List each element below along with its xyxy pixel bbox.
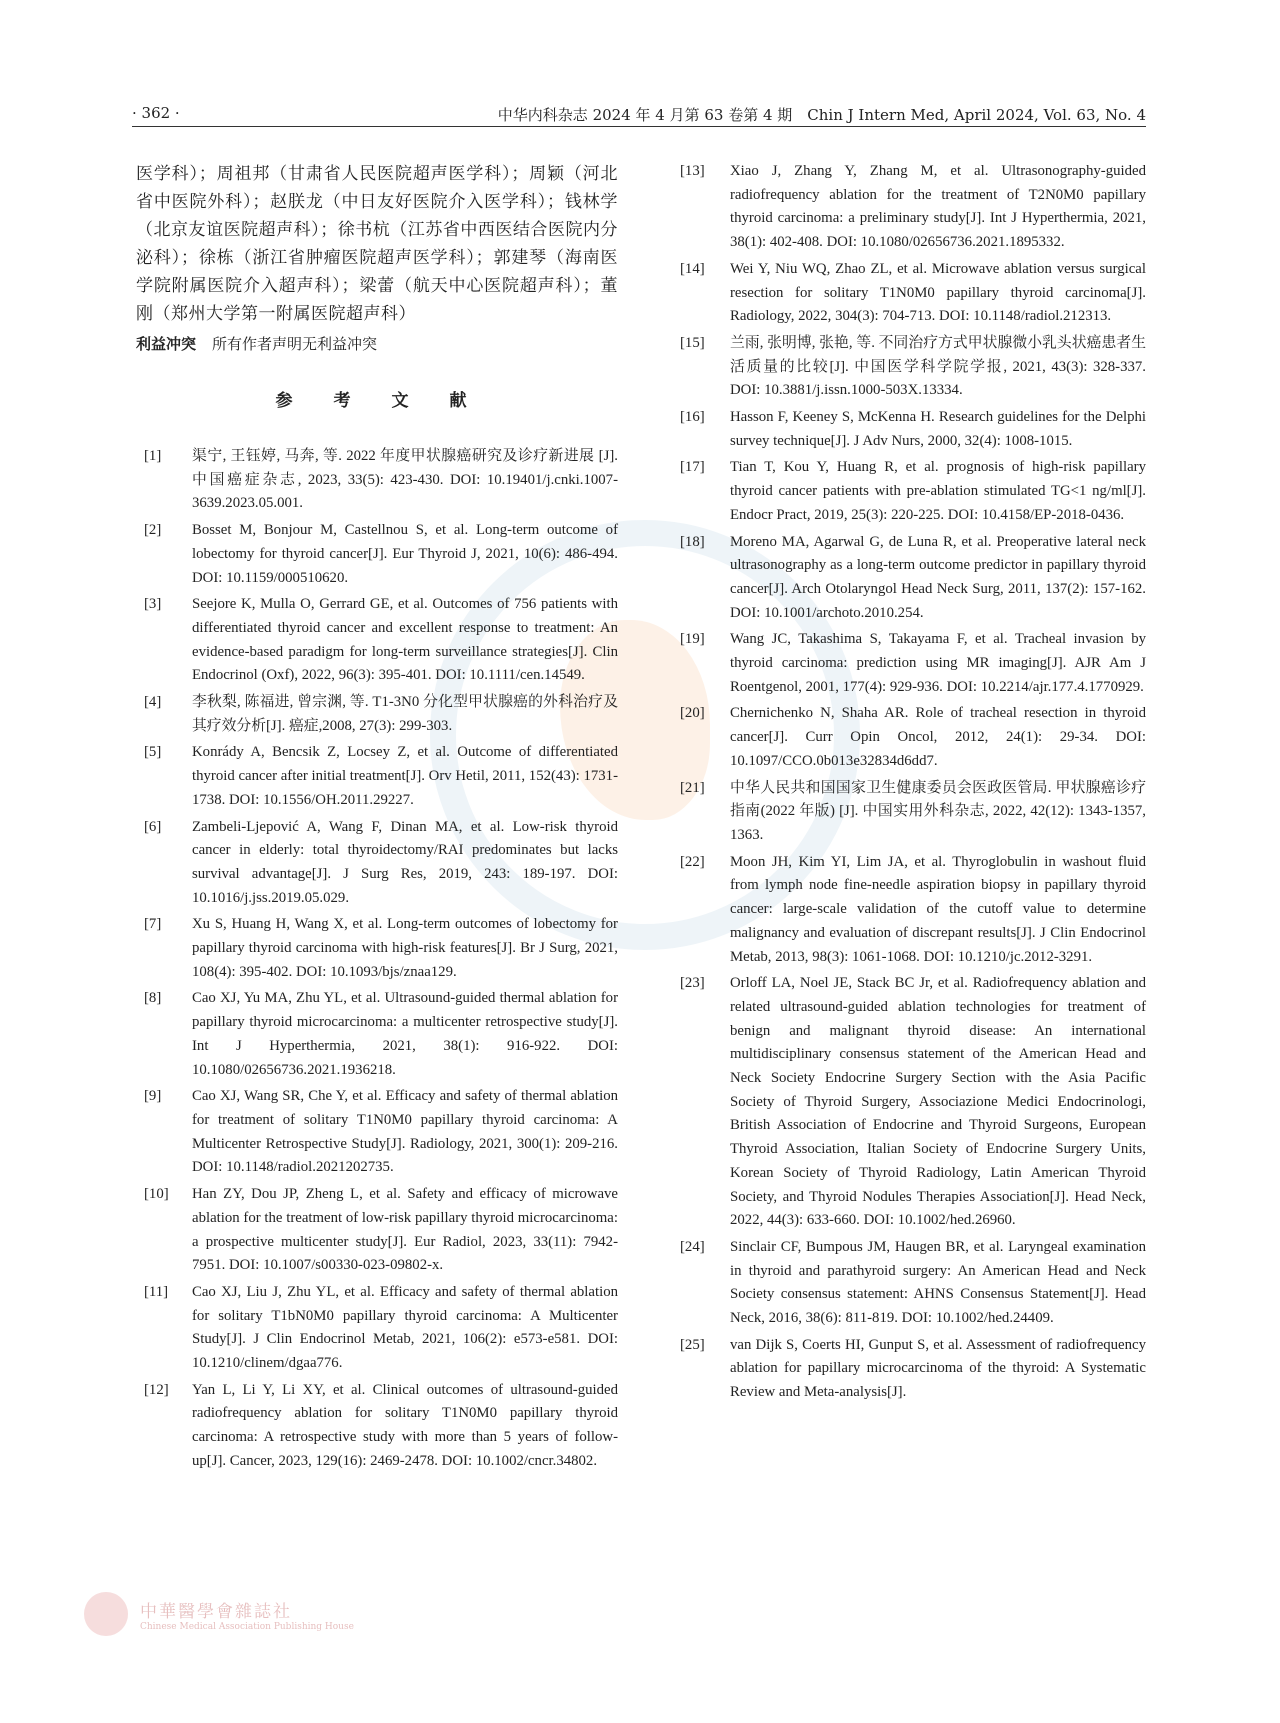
reference-number: [23] <box>680 975 705 992</box>
reference-number: [6] <box>144 818 162 835</box>
reference-number: [8] <box>144 990 162 1007</box>
reference-text: Zambeli-Ljepović A, Wang F, Dinan MA, et al. Low-risk thyroid cancer in elderly: total thyroidectomy/RAI predominates but lacks survival advantage[J]. J Surg Res, 2019, 243: 189-197. DOI: 10.1016/j.jss.2019.05.029. <box>192 818 618 906</box>
reference-item <box>680 851 1146 970</box>
reference-text: Chernichenko N, Shaha AR. Role of tracheal resection in thyroid cancer[J]. Curr Opin Oncol, 2012, 24(1): 29-34. DOI: 10.1097/CCO.0b013e32834d6dd7. <box>730 705 1146 769</box>
reference-list-left <box>136 445 618 1474</box>
reference-text: 兰雨, 张明博, 张艳, 等. 不同治疗方式甲状腺微小乳头状癌患者生活质量的比较[J]. 中国医学科学院学报, 2021, 43(3): 328-337. DOI: 10.3881/j.issn.1000-503X.13334. <box>730 334 1146 399</box>
reference-item <box>680 777 1146 848</box>
reference-number: [5] <box>144 744 162 761</box>
reference-item <box>136 1379 618 1474</box>
reference-text: Konrády A, Bencsik Z, Locsey Z, et al. Outcome of differentiated thyroid cancer after initial treatment[J]. Orv Hetil, 2011, 152(43): 1731-1738. DOI: 10.1556/OH.2011.29227. <box>192 744 618 808</box>
reference-item <box>136 1281 618 1376</box>
reference-number: [3] <box>144 596 162 613</box>
reference-text: Hasson F, Keeney S, McKenna H. Research guidelines for the Delphi survey technique[J]. J Adv Nurs, 2000, 32(4): 1008-1015. <box>730 409 1146 449</box>
right-column <box>680 160 1146 1408</box>
reference-item <box>680 972 1146 1233</box>
reference-text: Wang JC, Takashima S, Takayama F, et al. Tracheal invasion by thyroid carcinoma: prediction using MR imaging[J]. AJR Am J Roentgenol, 2001, 177(4): 929-936. DOI: 10.2214/ajr.177.4.1770929. <box>730 631 1146 695</box>
reference-text: Han ZY, Dou JP, Zheng L, et al. Safety and efficacy of microwave ablation for the treatment of low-risk papillary thyroid microcarcinoma: a prospective multicenter study[J]. Eur Radiol, 2023, 33(11): 7942-7951. DOI: 10.1007/s00330-023-09802-x. <box>192 1186 618 1274</box>
left-column <box>136 160 618 1477</box>
page-number: · 362 · <box>132 104 180 122</box>
conflict-statement <box>136 334 618 356</box>
reference-number: [22] <box>680 853 705 870</box>
journal-citation: 中华内科杂志 2024 年 4 月第 63 卷第 4 期 Chin J Intern Med, April 2024, Vol. 63, No. 4 <box>497 106 1146 124</box>
reference-text: Orloff LA, Noel JE, Stack BC Jr, et al. Radiofrequency ablation and related ultrasound-guided ablation technologies for treatment of benign and malignant thyroid disease: An international multidisciplinary consensus statement of the American Head and Neck Society Endocrine Surgery Section with the Asia Pacific Society of Thyroid Surgery, Associazione Medici Endocrinologi, British Association of Endocrine and Thyroid Surgeons, European Thyroid Association, Italian Society of Endocrine Surgery Units, Korean Society of Thyroid Radiology, Latin American Thyroid Society, and Thyroid Nodules Therapies Association[J]. Head Neck, 2022, 44(3): 633-660. DOI: 10.1002/hed.26960. <box>730 975 1146 1229</box>
reference-number: [15] <box>680 334 705 351</box>
publisher-logo <box>84 1592 354 1636</box>
reference-item <box>136 987 618 1082</box>
reference-item <box>680 628 1146 699</box>
reference-text: Xu S, Huang H, Wang X, et al. Long-term outcomes of lobectomy for papillary thyroid carcinoma with high-risk features[J]. Br J Surg, 2021, 108(4): 395-402. DOI: 10.1093/bjs/znaa129. <box>192 916 618 980</box>
reference-number: [10] <box>144 1186 169 1203</box>
reference-number: [18] <box>680 533 705 550</box>
reference-item <box>680 456 1146 527</box>
reference-text: Cao XJ, Liu J, Zhu YL, et al. Efficacy and safety of thermal ablation for solitary T1bN0M0 papillary thyroid carcinoma: A Multicenter Study[J]. J Clin Endocrinol Metab, 2021, 106(2): e573-e581. DOI: 10.1210/clinem/dgaa776. <box>192 1283 618 1372</box>
reference-text: Moon JH, Kim YI, Lim JA, et al. Thyroglobulin in washout fluid from lymph node fine-needle aspiration biopsy in papillary thyroid cancer: large-scale validation of the cutoff value to determine malignancy and evaluation of discrepant results[J]. J Clin Endocrinol Metab, 2013, 98(3): 1061-1068. DOI: 10.1210/jc.2012-3291. <box>730 853 1146 965</box>
reference-item <box>680 332 1146 403</box>
reference-number: [13] <box>680 163 705 179</box>
reference-text: 渠宁, 王钰婷, 马奔, 等. 2022 年度甲状腺癌研究及诊疗新进展 [J]. 中国癌症杂志, 2023, 33(5): 423-430. DOI: 10.19401/j.cnki.1007-3639.2023.05.001. <box>192 448 618 512</box>
reference-text: Yan L, Li Y, Li XY, et al. Clinical outcomes of ultrasound-guided radiofrequency ablation for solitary T1N0M0 papillary thyroid carcinoma: A retrospective study with more than 5 years of follow-up[J]. Cancer, 2023, 129(16): 2469-2478. DOI: 10.1002/cncr.34802. <box>192 1381 618 1469</box>
publisher-name-cn: 中華醫學會雜誌社 <box>140 1601 292 1622</box>
reference-item <box>136 593 618 688</box>
cma-flower-icon <box>84 1592 128 1636</box>
reference-number: [14] <box>680 260 705 277</box>
reference-number: [11] <box>144 1283 169 1300</box>
conflict-label: 利益冲突 <box>136 337 197 353</box>
reference-text: Bosset M, Bonjour M, Castellnou S, et al. Long-term outcome of lobectomy for thyroid cancer[J]. Eur Thyroid J, 2021, 10(6): 486-494. DOI: 10.1159/000510620. <box>192 522 618 586</box>
running-header <box>132 104 1146 127</box>
reference-text: Moreno MA, Agarwal G, de Luna R, et al. Preoperative lateral neck ultrasonography as a long-term outcome predictor in papillary thyroid cancer[J]. Arch Otolaryngol Head Neck Surg, 2011, 137(2): 157-162. DOI: 10.1001/archoto.2010.254. <box>730 533 1146 621</box>
reference-item <box>136 519 618 590</box>
reference-item <box>680 258 1146 329</box>
conflict-text: 所有作者声明无利益冲突 <box>212 337 378 353</box>
reference-text: Xiao J, Zhang Y, Zhang M, et al. Ultrasonography-guided radiofrequency ablation for the treatment of T2N0M0 papillary thyroid carcinoma: a preliminary study[J]. Int J Hyperthermia, 2021, 38(1): 402-408. DOI: 10.1080/02656736.2021.1895332. <box>730 163 1146 251</box>
reference-item <box>680 160 1146 255</box>
reference-item <box>680 702 1146 773</box>
author-affiliations: 医学科）；周祖邦（甘肃省人民医院超声医学科）；周颖（河北省中医院外科）；赵朕龙（中日友好医院介入医学科）；钱林学（北京友谊医院超声科）；徐书杭（江苏省中西医结合医院内分泌科）；徐栋（浙江省肿瘤医院超声医学科）；郭建琴（海南医学院附属医院介入超声科）；梁蕾（航天中心医院超声科）；董刚（郑州大学第一附属医院超声科） <box>136 164 618 323</box>
reference-item <box>136 1085 618 1180</box>
reference-item <box>136 691 618 738</box>
reference-number: [17] <box>680 459 705 476</box>
reference-item <box>136 816 618 911</box>
reference-number: [7] <box>144 916 162 933</box>
reference-item <box>136 445 618 516</box>
references-heading: 参 考 文 献 <box>275 391 479 410</box>
reference-number: [4] <box>144 694 162 711</box>
reference-number: [16] <box>680 409 705 426</box>
reference-number: [9] <box>144 1088 162 1105</box>
reference-item <box>680 531 1146 626</box>
reference-item <box>680 406 1146 453</box>
publisher-name-en: Chinese Medical Association Publishing House <box>140 1621 354 1632</box>
reference-text: van Dijk S, Coerts HI, Gunput S, et al. Assessment of radiofrequency ablation for papillary microcarcinoma of the thyroid: A Systematic Review and Meta-analysis[J]. <box>730 1336 1146 1401</box>
reference-item <box>680 1334 1146 1405</box>
reference-text: Tian T, Kou Y, Huang R, et al. prognosis of high-risk papillary thyroid cancer patients with pre-ablation stimulated TG<1 ng/ml[J]. Endocr Pract, 2019, 25(3): 220-225. DOI: 10.4158/EP-2018-0436. <box>730 459 1146 523</box>
reference-text: Seejore K, Mulla O, Gerrard GE, et al. Outcomes of 756 patients with differentiated thyroid cancer and excellent response to treatment: An evidence-based paradigm for long-term surveillance strategies[J]. Clin Endocrinol (Oxf), 2022, 96(3): 395-401. DOI: 10.1111/cen.14549. <box>192 596 618 684</box>
reference-text: 李秋梨, 陈福进, 曾宗渊, 等. T1-3N0 分化型甲状腺癌的外科治疗及其疗效分析[J]. 癌症,2008, 27(3): 299-303. <box>192 694 618 734</box>
reference-number: [20] <box>680 705 705 722</box>
reference-item <box>136 741 618 812</box>
reference-number: [25] <box>680 1336 705 1353</box>
reference-number: [2] <box>144 522 162 539</box>
reference-number: [24] <box>680 1238 705 1255</box>
reference-item <box>136 913 618 984</box>
reference-number: [21] <box>680 779 705 796</box>
reference-text: Wei Y, Niu WQ, Zhao ZL, et al. Microwave ablation versus surgical resection for solitary T1N0M0 papillary thyroid carcinoma[J]. Radiology, 2022, 304(3): 704-713. DOI: 10.1148/radiol.212313. <box>730 260 1146 325</box>
reference-item <box>680 1236 1146 1331</box>
reference-item <box>136 1183 618 1278</box>
reference-text: Cao XJ, Yu MA, Zhu YL, et al. Ultrasound-guided thermal ablation for papillary thyroid microcarcinoma: a multicenter retrospective study[J]. Int J Hyperthermia, 2021, 38(1): 916-922. DOI: 10.1080/02656736.2021.1936218. <box>192 990 618 1078</box>
reference-number: [12] <box>144 1381 169 1398</box>
reference-number: [19] <box>680 631 705 648</box>
reference-text: Sinclair CF, Bumpous JM, Haugen BR, et al. Laryngeal examination in thyroid and parathyroid surgery: An American Head and Neck Society consensus statement: AHNS Consensus Statement[J]. Head Neck, 2016, 38(6): 811-819. DOI: 10.1002/hed.24409. <box>730 1238 1146 1327</box>
reference-number: [1] <box>144 448 162 464</box>
reference-list-right <box>680 160 1146 1405</box>
reference-text: 中华人民共和国国家卫生健康委员会医政医管局. 甲状腺癌诊疗指南(2022 年版) [J]. 中国实用外科杂志, 2022, 42(12): 1343-1357, 1363. <box>730 779 1146 843</box>
reference-text: Cao XJ, Wang SR, Che Y, et al. Efficacy and safety of thermal ablation for treatment of solitary T1N0M0 papillary thyroid carcinoma: A Multicenter Retrospective Study[J]. Radiology, 2021, 300(1): 209-216. DOI: 10.1148/radiol.2021202735. <box>192 1088 618 1176</box>
